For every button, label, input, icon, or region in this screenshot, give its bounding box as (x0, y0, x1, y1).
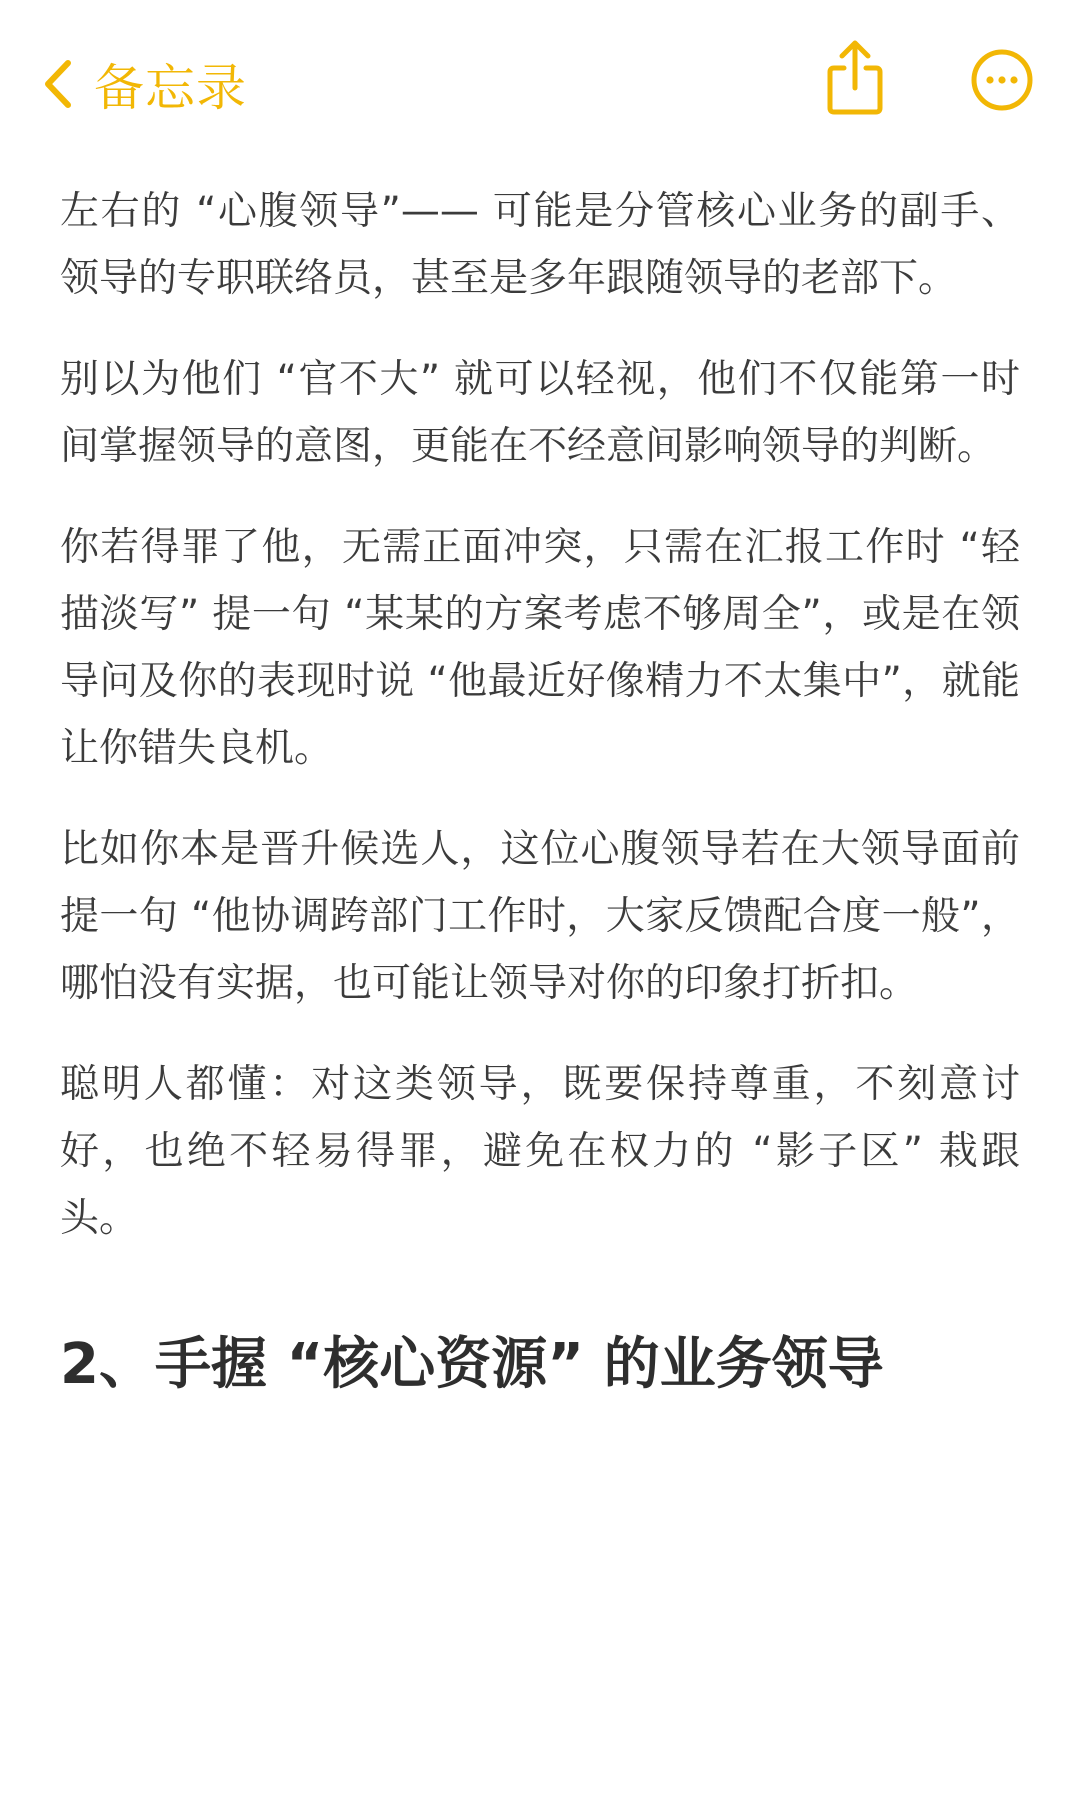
note-paragraph: 左右的 “心腹领导”—— 可能是分管核心业务的副手、领导的专职联络员，甚至是多年跟随领导的老部下。 (60, 189, 1020, 301)
note-paragraph: 比如你本是晋升候选人，这位心腹领导若在大领导面前提一句 “他协调跨部门工作时，大家反馈配合度一般”，哪怕没有实据，也可能让领导对你的印象打折扣。 (60, 827, 1020, 1006)
chevron-left-icon (42, 59, 72, 109)
note-paragraph: 你若得罪了他，无需正面冲突，只需在汇报工作时 “轻描淡写” 提一句 “某某的方案考虑不够周全”，或是在领导问及你的表现时说 “他最近好像精力不太集中”，就能让你错失良机。 (60, 525, 1020, 771)
more-button[interactable] (970, 48, 1034, 112)
back-button[interactable] (42, 44, 247, 124)
section-heading: 2、手握 “核心资源” 的业务领导 (60, 1332, 884, 1397)
note-paragraph: 聪明人都懂：对这类领导，既要保持尊重，不刻意讨好，也绝不轻易得罪，避免在权力的 “影子区” 栽跟头。 (60, 1062, 1020, 1241)
back-label: 备忘录 (94, 59, 247, 117)
share-icon (820, 103, 890, 122)
more-circle-icon (970, 97, 1034, 116)
navigation-bar (0, 0, 1080, 170)
note-body[interactable] (60, 178, 1020, 1400)
share-button[interactable] (820, 38, 890, 118)
note-paragraph: 别以为他们 “官不大” 就可以轻视，他们不仅能第一时间掌握领导的意图，更能在不经意间影响领导的判断。 (60, 357, 1020, 469)
